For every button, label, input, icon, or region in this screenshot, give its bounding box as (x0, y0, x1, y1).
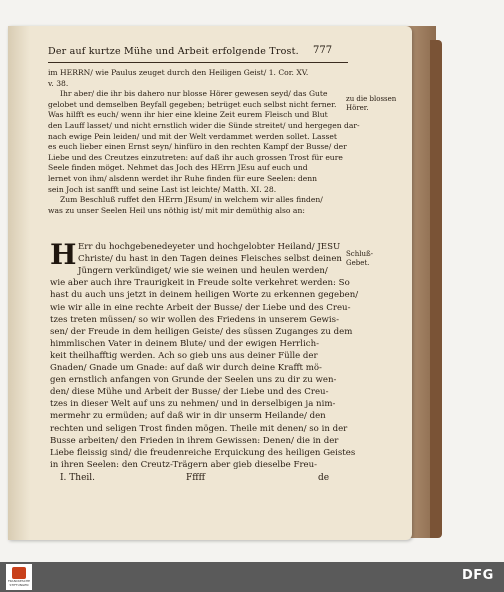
francke-logo-text (6, 580, 32, 587)
margin-note-hearers (346, 95, 396, 113)
prayer-line: Jüngern verkündiget/ wie sie weinen und heulen werden/ (78, 266, 328, 277)
text-line: den Lauff lasset/ und nicht ernstlich wider die Sünde streitet/ und hergegen dar- (48, 121, 360, 130)
prayer-line: tzes treten müssen/ so wir wollen des Friedens in unserem Gewis- (50, 314, 339, 325)
francke-logo-icon (12, 567, 26, 579)
text-line: nach ewige Pein leiden/ und mit der Welt verdammet werden sollet. Lasset (48, 131, 337, 141)
prayer-line: Liebe fleissig sind/ die freudenreiche Erquickung des heiligen Geistes (50, 447, 356, 458)
prayer-line: mermehr zu ermüden; auf daß wir in dir unserm Heilande/ den (50, 411, 326, 422)
prayer-line: in ihren Seelen: den Creutz-Trägern aber gieb dieselbe Freu- (50, 459, 318, 470)
text-line: es euch lieber einen Ernst seyn/ hinfüro in den rechten Kampf der Busse/ der (48, 142, 347, 152)
dfg-logo: DFG (462, 568, 494, 583)
text-line: Was hilfft es euch/ wenn ihr hier eine kleine Zeit eurem Fleisch und Blut (48, 110, 328, 120)
page-gutter (8, 26, 30, 540)
page-number: 777 (313, 45, 333, 56)
margin-note-line: Hörer. (346, 104, 369, 112)
prayer-line: Gnaden/ Gnade um Gnade: auf daß wir durch deine Krafft mö- (50, 363, 322, 373)
margin-note-line: Gebet. (346, 259, 370, 267)
text-line: Seele finden möget. Nehmet das Joch des HErrn JEsu auf euch und (48, 163, 308, 173)
margin-note-line: Schluß- (346, 250, 374, 258)
running-head: Der auf kurtze Mühe und Arbeit erfolgende Trost. (48, 46, 299, 57)
text-line: v. 38. (48, 78, 69, 88)
prayer-line: tzes in dieser Welt auf uns zu nehmen/ und in derselbigen ja nim- (50, 399, 336, 410)
header-rule (48, 62, 348, 63)
prayer-line: rechten und seligen Trost finden mögen. Theile mit denen/ so in der (50, 423, 348, 434)
signature-left: I. Theil. (60, 473, 96, 483)
text-line: Ihr aber/ die ihr bis dahero nur blosse Hörer gewesen seyd/ das Gute (60, 89, 328, 99)
viewer-footer-bar (0, 562, 504, 592)
francke-logo (6, 564, 32, 590)
text-line: gelobet und demselben Beyfall gegeben; betrüget euch selbst nicht ferner. (48, 99, 337, 109)
prayer-line: den/ diese Mühe und Arbeit der Busse/ der Liebe und des Creu- (50, 387, 329, 398)
book-spine-edge (430, 40, 442, 538)
text-line: sein Joch ist sanfft und seine Last ist leichte/ Matth. XI. 28. (48, 184, 277, 194)
francke-logo-line: FRANCKESCHE (7, 579, 31, 583)
drop-cap: H (50, 238, 77, 271)
prayer-line: gen ernstlich anfangen von Grunde der Seelen uns zu dir zu wen- (50, 375, 337, 386)
text-line: Liebe und des Creutzes einzutreten: auf daß ihr auch grossen Trost für eure (48, 152, 343, 162)
prayer-line: wie aber auch ihre Traurigkeit in Freude solte verkehret werden: So (50, 278, 350, 289)
catchword: de (318, 473, 330, 483)
prayer-line: Err du hochgebenedeyeter und hochgelobter Heiland/ JESU (78, 242, 341, 252)
prayer-line: hast du auch uns jetzt in deinem heiligen Worte zu erkennen gegeben/ (50, 290, 359, 301)
prayer-line: himmlischen Vater in deinem Blute/ und der ewigen Herrlich- (50, 338, 320, 349)
signature-mark: Fffff (186, 473, 206, 483)
margin-note-prayer (346, 250, 373, 268)
text-line: Zum Beschluß ruffet den HErrn JEsum/ in welchem wir alles finden/ (60, 195, 323, 205)
prayer-line: Busse arbeiten/ den Frieden in ihrem Gewissen: Denen/ die in der (50, 435, 339, 446)
margin-note-line: zu die blossen (346, 95, 397, 103)
francke-logo-line: STIFTUNGEN (9, 582, 29, 587)
text-line: was zu unser Seelen Heil uns nöthig ist/ mit mir demüthig also an: (48, 205, 305, 215)
prayer-line: wie wir alle in eine rechte Arbeit der Busse/ der Liebe und des Creu- (50, 302, 351, 313)
text-line: im HERRN/ wie Paulus zeuget durch den Heiligen Geist/ 1. Cor. XV. (48, 68, 309, 77)
text-line: lernet von ihm/ alsdenn werdet ihr Ruhe finden für eure Seelen: denn (48, 174, 318, 183)
prayer-line: Christe/ du hast in den Tagen deines Fleisches selbst deinen (78, 254, 342, 265)
prayer-line: sen/ der Freude in dem heiligen Geiste/ des süssen Zuganges zu dem (50, 326, 353, 337)
prayer-line: keit theilhafftig werden. Ach so gieb uns aus deiner Fülle der (50, 350, 318, 361)
